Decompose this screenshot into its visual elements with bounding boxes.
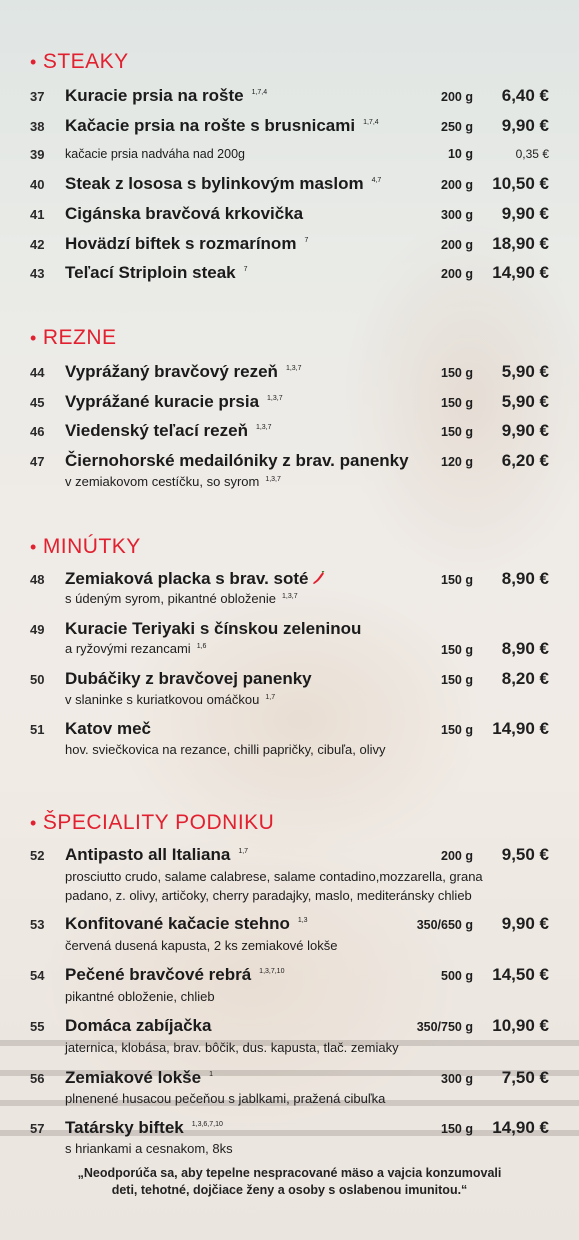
item-number: 45	[30, 395, 45, 410]
item-description: jaternica, klobása, brav. bôčik, dus. kapusta, tlač. zemiaky	[65, 1040, 399, 1055]
item-name: Teľací Striploin steak $^7$	[65, 263, 248, 282]
item-description: padano, z. olivy, artičoky, cherry paradajky, maslo, mediteránsky chlieb	[65, 888, 472, 903]
item-weight: 300 g	[441, 208, 473, 222]
item-description: červená dusená kapusta, 2 ks zemiakové lokše	[65, 938, 338, 953]
item-name: kačacie prsia nadváha nad 200g	[65, 147, 245, 161]
item-price: 14,90 €	[492, 719, 549, 738]
item-number: 50	[30, 672, 45, 687]
item-weight: 150 g	[441, 723, 473, 737]
item-price: 6,40 €	[501, 86, 549, 105]
item-price: 9,90 €	[501, 421, 549, 440]
item-number: 41	[30, 207, 45, 222]
item-name: Kuracie prsia na rošte $^{1,7,4}$	[65, 86, 268, 105]
item-name: Hovädzí biftek s rozmarínom $^7$	[65, 234, 309, 253]
item-name: Čiernohorské medailóniky z brav. panenky	[65, 451, 409, 470]
item-name: Pečené bravčové rebrá $^{1,3,7,10}$	[65, 965, 285, 984]
item-description: pikantné obloženie, chlieb	[65, 989, 215, 1004]
item-price: 14,90 €	[492, 263, 549, 282]
item-price: 10,50 €	[492, 174, 549, 193]
item-weight: 150 g	[441, 1122, 473, 1136]
item-price: 5,90 €	[501, 392, 549, 411]
item-price: 9,90 €	[501, 204, 549, 223]
item-name: Konfitované kačacie stehno $^{1,3}$	[65, 914, 308, 933]
item-number: 47	[30, 454, 45, 469]
item-price: 10,90 €	[492, 1016, 549, 1035]
item-weight: 200 g	[441, 849, 473, 863]
item-weight: 150 g	[441, 366, 473, 380]
item-number: 46	[30, 424, 45, 439]
item-description: a ryžovými rezancami $^{1,6}$	[65, 641, 207, 656]
section-title-speciality: • ŠPECIALITY PODNIKU	[30, 811, 275, 834]
item-number: 49	[30, 622, 45, 637]
item-name: Zemiakové lokše $^1$	[65, 1068, 213, 1087]
item-name: Kačacie prsia na rošte s brusnicami $^{1,7,4}$	[65, 116, 379, 135]
item-number: 53	[30, 917, 45, 932]
item-weight: 10 g	[447, 147, 473, 161]
item-price: 9,90 €	[501, 116, 549, 135]
item-name: Cigánska bravčová krkovička	[65, 204, 304, 223]
item-number: 52	[30, 848, 45, 863]
item-name: Tatársky biftek $^{1,3,6,7,10}$	[65, 1118, 223, 1137]
item-weight: 150 g	[441, 396, 473, 410]
item-number: 37	[30, 89, 45, 104]
item-description: s hriankami a cesnakom, 8ks	[65, 1141, 233, 1156]
item-description: plnenené husacou pečeňou s jablkami, pražená cibuľka	[65, 1091, 386, 1106]
item-number: 54	[30, 968, 45, 983]
item-weight: 500 g	[441, 969, 473, 983]
item-number: 57	[30, 1121, 45, 1136]
section-title-minutky: • MINÚTKY	[30, 535, 141, 558]
item-description: s údeným syrom, pikantné obloženie $^{1,3,7}$	[65, 591, 298, 606]
item-number: 55	[30, 1019, 45, 1034]
item-price: 5,90 €	[501, 362, 549, 381]
item-name: Viedenský teľací rezeň $^{1,3,7}$	[65, 421, 272, 440]
item-weight: 350/750 g	[416, 1020, 473, 1034]
item-name: Vyprážané kuracie prsia $^{1,3,7}$	[65, 392, 283, 411]
item-price: 0,35 €	[515, 147, 549, 161]
item-description: prosciutto crudo, salame calabrese, salame contadino,mozzarella, grana	[65, 869, 483, 884]
item-name: Domáca zabíjačka	[65, 1016, 212, 1035]
item-number: 38	[30, 119, 45, 134]
item-description: v zemiakovom cestíčku, so syrom $^{1,3,7}$	[65, 474, 281, 489]
item-number: 39	[30, 147, 45, 162]
item-price: 18,90 €	[492, 234, 549, 253]
item-number: 51	[30, 722, 45, 737]
item-price: 14,50 €	[492, 965, 549, 984]
note-line: „Neodporúča sa, aby tepelne nespracované mäso a vajcia konzumovali	[77, 1166, 502, 1180]
item-number: 44	[30, 365, 45, 380]
item-price: 9,90 €	[501, 914, 549, 933]
item-name: Vyprážaný bravčový rezeň $^{1,3,7}$	[65, 362, 302, 381]
section-title-steaky: • STEAKY	[30, 50, 129, 73]
item-weight: 150 g	[441, 425, 473, 439]
item-name: Antipasto all Italiana $^{1,7}$	[65, 845, 249, 864]
item-price: 9,50 €	[501, 845, 549, 864]
item-price: 6,20 €	[501, 451, 549, 470]
item-name: Katov meč	[65, 719, 151, 738]
chili-pepper-icon	[312, 571, 326, 585]
allergy-note	[0, 1165, 579, 1199]
item-weight: 200 g	[441, 238, 473, 252]
item-number: 56	[30, 1071, 45, 1086]
item-description: hov. sviečkovica na rezance, chilli papričky, cibuľa, olivy	[65, 742, 386, 757]
item-weight: 250 g	[441, 120, 473, 134]
item-weight: 200 g	[441, 267, 473, 281]
item-number: 42	[30, 237, 45, 252]
item-price: 8,20 €	[501, 669, 549, 688]
item-description: v slaninke s kuriatkovou omáčkou $^{1,7}$	[65, 692, 276, 707]
item-weight: 120 g	[441, 455, 473, 469]
item-weight: 200 g	[441, 90, 473, 104]
item-name: Steak z lososa s bylinkovým maslom $^{4,7}$	[65, 174, 382, 193]
item-weight: 300 g	[441, 1072, 473, 1086]
item-price: 7,50 €	[501, 1068, 549, 1087]
item-price: 8,90 €	[501, 569, 549, 588]
item-price: 14,90 €	[492, 1118, 549, 1137]
item-weight: 200 g	[441, 178, 473, 192]
item-number: 48	[30, 572, 45, 587]
item-number: 40	[30, 177, 45, 192]
item-name: Zemiaková placka s brav. soté	[65, 569, 326, 589]
note-line: deti, tehotné, dojčiace ženy a osoby s oslabenou imunitou.“	[111, 1183, 468, 1197]
item-weight: 150 g	[441, 573, 473, 587]
item-price: 8,90 €	[501, 639, 549, 658]
section-title-rezne: • REZNE	[30, 326, 117, 349]
item-weight: 150 g	[441, 673, 473, 687]
item-weight: 350/650 g	[416, 918, 473, 932]
item-name: Kuracie Teriyaki s čínskou zeleninou	[65, 619, 362, 638]
item-number: 43	[30, 266, 45, 281]
item-weight: 150 g	[441, 643, 473, 657]
item-name: Dubáčiky z bravčovej panenky	[65, 669, 312, 688]
